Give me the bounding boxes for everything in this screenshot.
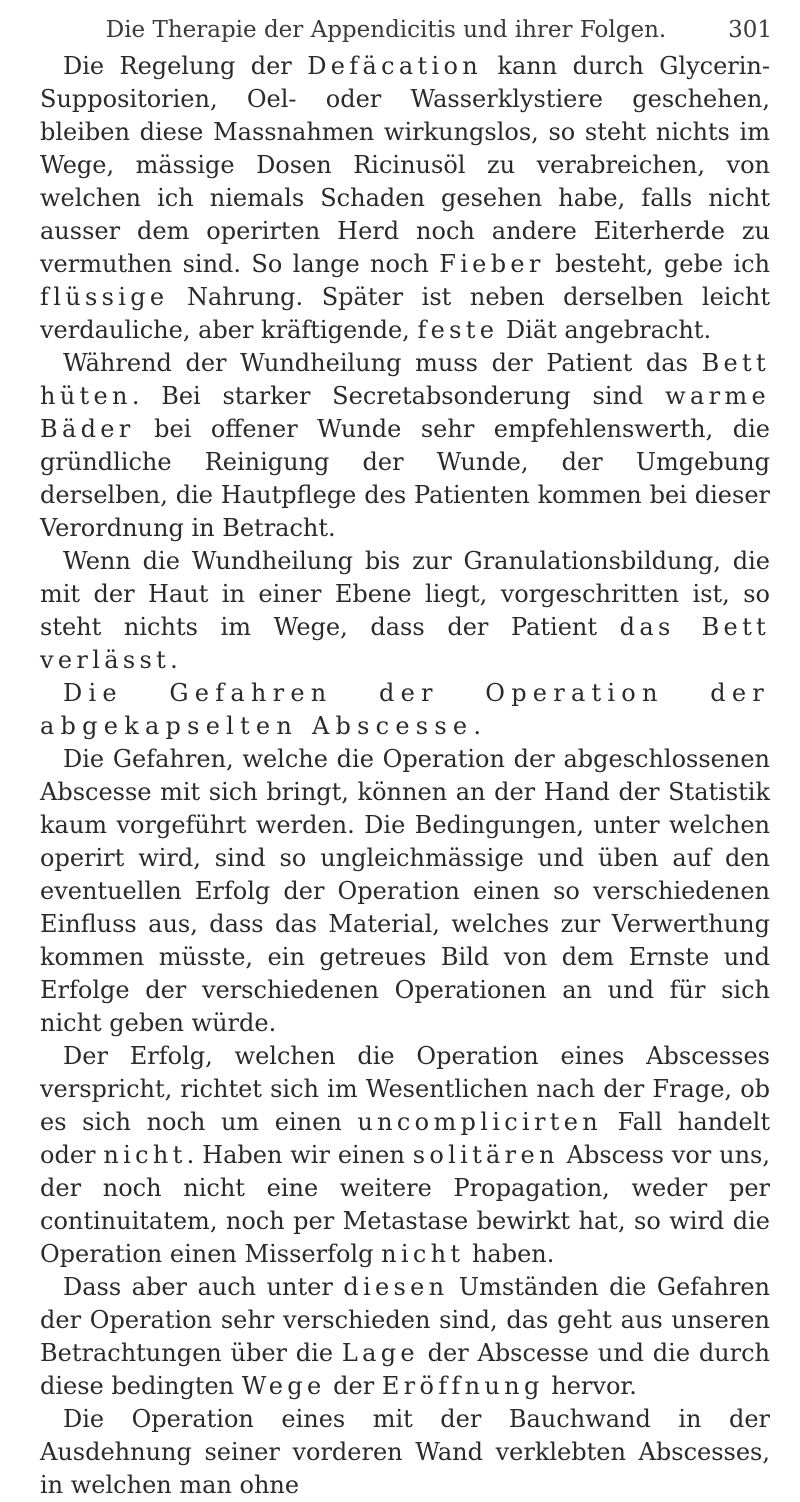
paragraph-erfolg: Der Erfolg, welchen die Operation eines Abscesses verspricht, richtet sich im Wesentlichen nach der Frage, ob es sich noch um einen uncomplicirten Fall handelt oder nicht. Haben wir einen solitären Abscess vor uns, der noch nicht eine weitere Propagation, weder per continuitatem, noch per Metastase bewirkt hat, so wird die Operation einen Misserfolg nicht haben. xyxy=(40,1042,771,1268)
spaced-term: uncomplicirten xyxy=(357,1108,603,1136)
paragraph-granulation: Wenn die Wundheilung bis zur Granulationsbildung, die mit der Haut in einer Ebene liegt, vorgeschritten ist, so steht nichts im Wege, dass der Patient das Bett verlässt. xyxy=(40,547,770,674)
paragraph-lage: Dass aber auch unter diesen Umständen die Gefahren der Operation sehr verschieden sind, das geht aus unseren Betrachtungen über die Lage der Abscesse und die durch diese bedingten Wege der Eröffnung hervor. xyxy=(40,1273,771,1400)
spaced-term: Fieber xyxy=(439,250,545,278)
spaced-term: solitären xyxy=(412,1141,559,1169)
page-number: 301 xyxy=(728,17,772,43)
spaced-term: Lage xyxy=(341,1339,419,1367)
spaced-term: warme Bäder xyxy=(40,382,770,443)
running-header xyxy=(40,10,772,50)
spaced-term: Eröffnung xyxy=(381,1372,544,1400)
paragraph-statistik: Die Gefahren, welche die Operation der abgeschlossenen Abscesse mit sich bringt, können an der Hand der Statistik kaum vorgeführt werden. Die Bedingungen, unter welchen operirt wird, sind so ungleichmässige und üben auf den eventuellen Erfolg der Operation einen so verschiedenen Einfluss aus, dass das Material, welches zur Verwerthung kommen müsste, ein getreues Bild von dem Ernste und Erfolge der verschiedenen Operationen an und für sich nicht geben würde. xyxy=(40,745,770,1037)
body-text xyxy=(40,50,770,1502)
spaced-term: das Bett verlässt xyxy=(40,613,770,674)
spaced-term: nicht xyxy=(381,1240,465,1268)
spaced-term: feste xyxy=(417,316,499,344)
spaced-term: flüssige xyxy=(40,283,169,311)
paragraph-bauchwand: Die Operation eines mit der Bauchwand in der Ausdehnung seiner vorderen Wand verklebten Abscesses, in welchen man ohne xyxy=(40,1405,770,1499)
spaced-term: diesen xyxy=(343,1273,449,1301)
spaced-term: Bett hüten xyxy=(40,349,770,410)
running-title: Die Therapie der Appendicitis und ihrer Folgen. xyxy=(105,17,667,43)
paragraph-wundheilung: Während der Wundheilung muss der Patient das Bett hüten. Bei starker Secretabsonderung sind warme Bäder bei offener Wunde sehr empfehlenswerth, die gründliche Reinigung der Wunde, der Umgebung derselben, die Hautpflege des Patienten kommen bei dieser Verordnung in Betracht. xyxy=(40,349,770,542)
spaced-term: Defäcation xyxy=(307,52,483,80)
section-heading: Die Gefahren der Operation der abgekapselten Abscesse. xyxy=(40,679,770,740)
spaced-term: nicht xyxy=(103,1141,187,1169)
paragraph-defaecation: Die Regelung der Defäcation kann durch Glycerin-Suppositorien, Oel- oder Wasserklystiere geschehen, bleiben diese Massnahmen wirkungslos, so steht nichts im Wege, mässige Dosen Ricinusöl zu verabreichen, von welchen ich niemals Schaden gesehen habe, falls nicht ausser dem operirten Herd noch andere Eiterherde zu vermuthen sind. So lange noch Fieber besteht, gebe ich flüssige Nahrung. Später ist neben derselben leicht verdauliche, aber kräftigende, feste Diät angebracht. xyxy=(40,52,770,344)
spaced-term: Wege xyxy=(241,1372,326,1400)
